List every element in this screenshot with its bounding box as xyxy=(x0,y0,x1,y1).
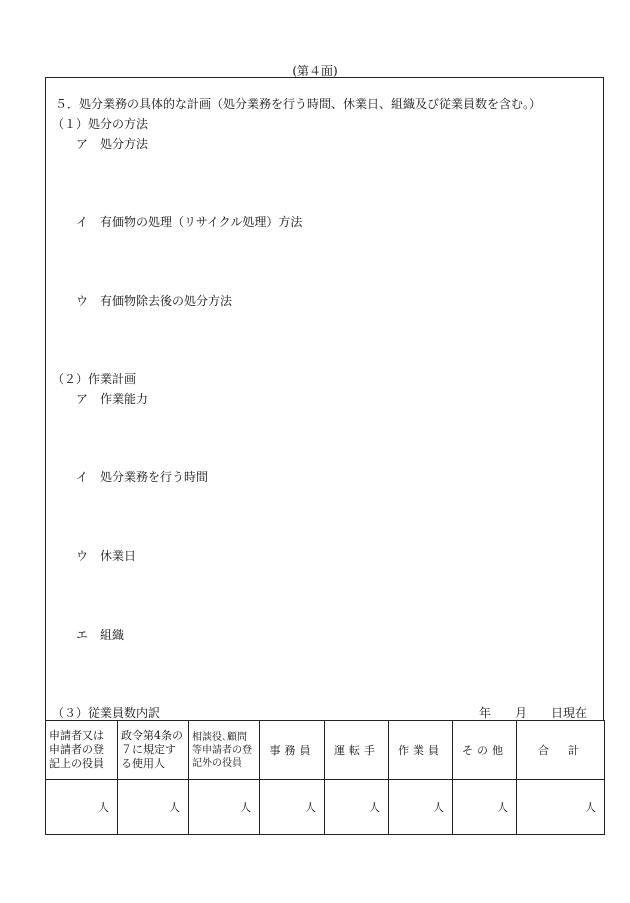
part1-item-u: ウ 有価物除去後の処分方法 xyxy=(76,294,233,308)
count-cell-total[interactable]: 人 xyxy=(517,780,605,835)
part2-heading: （２）作業計画 xyxy=(52,372,137,386)
part1-item-a: ア 処分方法 xyxy=(76,137,149,151)
count-cell-clerks[interactable]: 人 xyxy=(260,780,325,835)
part1-heading: （１）処分の方法 xyxy=(52,117,149,131)
section5-title: ５．処分業務の具体的な計画（処分業務を行う時間、休業日、組織及び従業員数を含む。） xyxy=(55,97,542,111)
count-cell-others[interactable]: 人 xyxy=(453,780,517,835)
part2-item-i: イ 処分業務を行う時間 xyxy=(76,470,209,484)
date-year-label: 年 xyxy=(479,706,492,720)
count-cell-drivers[interactable]: 人 xyxy=(325,780,389,835)
count-cell-workers[interactable]: 人 xyxy=(389,780,453,835)
table-value-row xyxy=(46,780,605,835)
count-cell-ordinance-employees[interactable]: 人 xyxy=(118,780,189,835)
part3-heading: （３）従業員数内訳 xyxy=(52,706,161,720)
header-clerks: 事務員 xyxy=(260,721,325,780)
header-drivers: 運転手 xyxy=(325,721,389,780)
count-cell-advisors[interactable]: 人 xyxy=(189,780,260,835)
header-ordinance-employees: 政令第4条の７に規定する使用人 xyxy=(118,721,189,780)
table-header-row xyxy=(46,721,605,780)
part2-item-e: エ 組織 xyxy=(76,628,125,642)
part2-item-u: ウ 休業日 xyxy=(76,549,137,563)
page-number: (第４面) xyxy=(292,64,338,78)
part1-item-i: イ 有価物の処理（リサイクル処理）方法 xyxy=(76,215,303,229)
part2-item-a: ア 作業能力 xyxy=(76,392,149,406)
header-applicant-officers: 申請者又は申請者の登記上の役員 xyxy=(46,721,118,780)
count-cell-applicant-officers[interactable]: 人 xyxy=(46,780,118,835)
employee-breakdown-table xyxy=(45,720,605,835)
date-month-label: 月 xyxy=(515,706,528,720)
header-total: 合 計 xyxy=(517,721,605,780)
date-day-label: 日現在 xyxy=(551,706,588,720)
header-advisors: 相談役､顧問等申請者の登記外の役員 xyxy=(189,721,260,780)
header-workers: 作業員 xyxy=(389,721,453,780)
header-others: その他 xyxy=(453,721,517,780)
